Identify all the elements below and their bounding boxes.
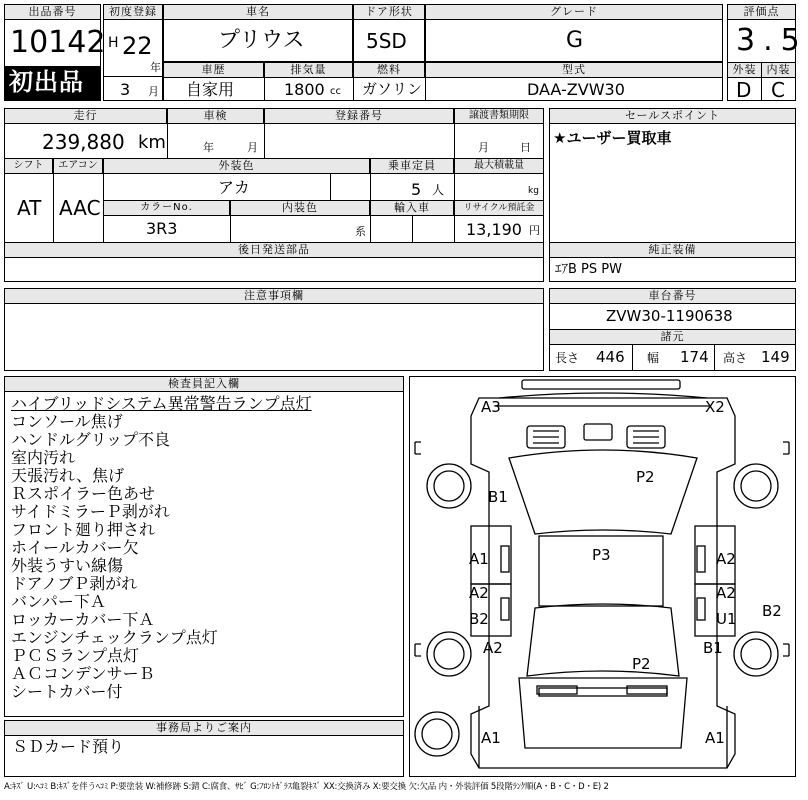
length-value: 446 <box>596 348 625 366</box>
import-label: 輸入車 <box>370 200 454 216</box>
capacity-value: 5 <box>411 180 422 199</box>
interior-label: 内装 <box>761 62 796 78</box>
history-value: 自家用 <box>186 80 235 99</box>
capacity-unit: 人 <box>432 183 445 197</box>
recycle-unit: 円 <box>529 224 540 237</box>
inspector-line: コンソール焦げ <box>11 412 123 431</box>
sales-label: セールスポイント <box>549 108 796 124</box>
first-reg-label: 初度登録 <box>103 4 163 20</box>
width-value: 174 <box>680 348 709 366</box>
ac-value: AAC <box>59 196 101 220</box>
interior-score: C <box>771 78 785 102</box>
inspection-month: 月 <box>247 141 258 154</box>
reg-month: 3 <box>120 80 131 99</box>
inspector-line: ロッカーカバー下Ａ <box>11 610 155 629</box>
mark-b2-left: B2 <box>469 610 489 628</box>
mark-b2-right: B2 <box>762 602 782 620</box>
exterior-label: 外装 <box>727 62 762 78</box>
mark-u1: U1 <box>716 610 737 628</box>
mark-a1-bottom-right: A1 <box>705 729 725 747</box>
history-label: 車歴 <box>163 62 264 78</box>
mileage-value: 239,880 <box>42 130 125 154</box>
dims-label: 諸元 <box>549 329 796 345</box>
mark-x2: X2 <box>705 398 725 416</box>
color-value: アカ <box>218 178 250 197</box>
lot-label: 出品番号 <box>4 4 101 20</box>
int-color-unit: 系 <box>355 225 366 238</box>
chassis-label: 車台番号 <box>549 288 796 304</box>
mark-a2-left: A2 <box>469 584 489 602</box>
mileage-label: 走行 <box>4 108 167 124</box>
mark-a3: A3 <box>481 398 501 416</box>
legend-text: A:ｷｽﾞ U:ﾍｺﾐ B:ｷｽﾞを伴うﾍｺﾐ P:要塗装 W:補修跡 S:錆 C:腐食、ｻﾋﾞ G:ﾌﾛﾝﾄｶﾞﾗｽ亀裂ｷｽﾞ XX:交換済み X:要交換 欠:欠品 内・外装評価 5段階ﾗﾝｸ順(A・B・C・D・E) 2 <box>4 782 609 792</box>
mark-a1-left: A1 <box>469 550 489 568</box>
shift-label: シフト <box>4 158 53 174</box>
ac-label: エアコン <box>53 158 103 174</box>
inspector-line: 外装うすい線傷 <box>11 556 124 575</box>
height-value: 149 <box>761 348 790 366</box>
mark-p2-bottom: P2 <box>632 655 651 673</box>
color-no-value: 3R3 <box>146 219 178 238</box>
height-label: 高さ <box>723 351 748 365</box>
inspector-line: ドアノブＰ剥がれ <box>11 574 138 593</box>
notes-label: 注意事項欄 <box>4 288 544 304</box>
door-value: 5SD <box>366 29 407 53</box>
inspector-line: ＰＣＳランプ点灯 <box>11 646 140 665</box>
displacement-label: 排気量 <box>264 62 353 78</box>
reg-no-label: 登録番号 <box>264 108 454 124</box>
length-label: 長さ <box>555 351 580 365</box>
door-label: ドア形状 <box>353 4 425 20</box>
inspector-line: サイドミラーＰ剥がれ <box>11 502 170 521</box>
width-label: 幅 <box>647 351 660 365</box>
sales-text: ★ユーザー買取車 <box>553 129 672 147</box>
recycle-label: リサイクル預託金 <box>454 200 544 216</box>
score-label: 評価点 <box>727 4 796 20</box>
recycle-value: 13,190 <box>466 220 522 239</box>
equipment-text: ｴｱB PS PW <box>555 262 622 277</box>
mileage-unit: km <box>138 132 166 153</box>
inspection-label: 車検 <box>167 108 264 124</box>
mark-a2-right-mid: A2 <box>716 584 736 602</box>
displacement-value: 1800 <box>284 80 325 99</box>
model-label: 型式 <box>425 62 723 78</box>
inspector-line: エンジンチェックランプ点灯 <box>11 628 218 647</box>
first-listing-text: 初出品 <box>9 68 84 96</box>
car-name-label: 車名 <box>163 4 353 20</box>
equipment-label: 純正装備 <box>549 242 796 258</box>
fuel-label: 燃料 <box>353 62 425 78</box>
inspection-year: 年 <box>203 141 214 154</box>
mark-a1-bottom-left: A1 <box>481 729 501 747</box>
transfer-month: 月 <box>478 141 489 154</box>
year-unit: 年 <box>150 61 161 74</box>
inspector-line: Ｒスポイラー色あせ <box>11 484 156 503</box>
load-label: 最大積載量 <box>454 158 544 174</box>
displacement-unit: cc <box>330 86 341 97</box>
model-value: DAA-ZVW30 <box>527 80 625 99</box>
inspector-line: ハンドルグリップ不良 <box>11 430 171 449</box>
office-label: 事務局よりご案内 <box>4 720 404 736</box>
int-color-label: 内装色 <box>230 200 370 216</box>
inspector-line: シートカバー付 <box>11 682 123 701</box>
mark-b1-right: B1 <box>703 639 723 657</box>
transfer-label: 譲渡書類期限 <box>454 108 544 124</box>
grade-value: G <box>566 28 584 53</box>
shift-value: AT <box>17 196 42 220</box>
mark-b1-left: B1 <box>488 488 508 506</box>
inspector-line: バンパー下Ａ <box>11 592 106 611</box>
fuel-value: ガソリン <box>362 80 423 98</box>
inspector-line: フロント廻り押され <box>11 520 156 539</box>
era: H <box>108 35 119 51</box>
lot-number: 10142 <box>10 25 106 60</box>
month-unit: 月 <box>148 85 159 98</box>
car-diagram <box>409 376 796 777</box>
exterior-score: D <box>736 78 752 102</box>
chassis-number: ZVW30-1190638 <box>606 307 733 325</box>
inspector-line: ハイブリッドシステム異常警告ランプ点灯 <box>11 394 312 413</box>
score-value: 3.5 <box>736 23 808 58</box>
mark-a2-right-top: A2 <box>716 550 736 568</box>
inspector-label: 検査員記入欄 <box>4 376 404 392</box>
color-no-label: カラーNo. <box>103 200 230 216</box>
reg-year: 22 <box>122 32 153 60</box>
grade-label: グレード <box>425 4 723 20</box>
mark-p3: P3 <box>592 546 611 564</box>
inspector-line: 室内汚れ <box>11 448 76 467</box>
capacity-label: 乗車定員 <box>370 158 454 174</box>
car-name: プリウス <box>218 28 305 53</box>
mark-p2-top: P2 <box>636 468 655 486</box>
color-label: 外装色 <box>103 158 370 174</box>
inspector-line: 天張汚れ、焦げ <box>11 466 124 485</box>
load-unit: kg <box>528 186 539 196</box>
transfer-day: 日 <box>520 141 531 154</box>
later-parts-label: 後日発送部品 <box>4 242 544 258</box>
inspector-line: ＡＣコンデンサーＢ <box>11 664 155 683</box>
office-text: ＳＤカード預り <box>12 737 125 756</box>
inspector-line: ホイールカバー欠 <box>11 538 139 557</box>
mark-a2-left-low: A2 <box>483 639 503 657</box>
